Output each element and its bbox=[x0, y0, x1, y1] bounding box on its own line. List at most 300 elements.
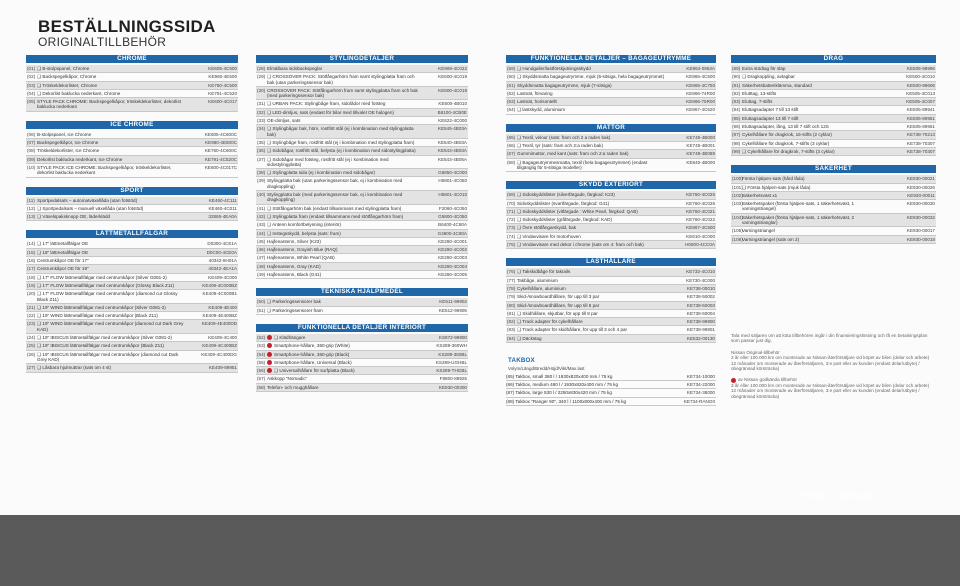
order-row[interactable] bbox=[506, 233, 716, 241]
item-code: KE280-4C004 bbox=[438, 263, 467, 269]
item-description bbox=[267, 299, 420, 304]
item-text: Cykelhållare för dragkrok, 7-stifts (3 cyklar) bbox=[742, 140, 830, 146]
item-description bbox=[517, 91, 668, 96]
order-row[interactable] bbox=[256, 87, 468, 101]
item-text: Hajfenantenn, Grayish Blue (RAQ) bbox=[267, 247, 338, 253]
item-description bbox=[267, 222, 420, 227]
item-description bbox=[517, 135, 668, 140]
order-row[interactable] bbox=[26, 320, 238, 334]
takbox-row[interactable] bbox=[506, 389, 716, 397]
order-row[interactable] bbox=[506, 82, 716, 90]
item-text: ❑ Textil, velour (sats: fram och 2 a raden bak) bbox=[517, 134, 611, 140]
order-row[interactable] bbox=[26, 131, 238, 139]
order-row[interactable] bbox=[256, 169, 468, 177]
order-row[interactable] bbox=[26, 65, 238, 73]
item-code: KE600-4C017C bbox=[204, 164, 237, 170]
item-number: (67) bbox=[507, 151, 516, 157]
order-row[interactable] bbox=[731, 115, 936, 123]
item-description bbox=[517, 327, 668, 332]
order-row[interactable] bbox=[506, 150, 716, 158]
order-row[interactable] bbox=[256, 334, 468, 342]
order-row[interactable] bbox=[26, 364, 238, 372]
order-row[interactable] bbox=[256, 221, 468, 229]
order-row[interactable] bbox=[26, 156, 238, 164]
item-code: KE409-4C000BZ bbox=[202, 282, 237, 288]
section-header: STYLINGDETALJER bbox=[256, 55, 468, 63]
item-code: KS289-360WH bbox=[436, 343, 467, 349]
item-code: KE600-4B010 bbox=[438, 101, 467, 107]
item-description bbox=[742, 193, 888, 198]
order-row[interactable] bbox=[256, 65, 468, 73]
order-row[interactable] bbox=[506, 106, 716, 114]
item-text: Säkerhetsbatteriklämma, standard bbox=[742, 82, 812, 88]
order-row[interactable] bbox=[731, 140, 936, 148]
item-text: Skid-/snowboardhållare, för upp till 6 par bbox=[517, 302, 600, 308]
item-text: ❑ 17" FLOW lättmetallfälgar med centrumkåpor (Silver G081-2) bbox=[37, 274, 167, 280]
item-code: KS872-99900 bbox=[438, 334, 467, 340]
nissan-approved-icon bbox=[267, 368, 272, 373]
close-button[interactable]: Avsluta bbox=[842, 491, 875, 502]
takbox-description: (87) Takbox, large 530 l / 2250x830x420 mm / 75 kg bbox=[506, 390, 612, 396]
order-row[interactable] bbox=[256, 351, 468, 359]
order-row[interactable] bbox=[26, 90, 238, 98]
item-number: (93) bbox=[732, 99, 741, 105]
order-row[interactable] bbox=[256, 342, 468, 350]
order-row[interactable] bbox=[26, 290, 238, 304]
order-row[interactable] bbox=[256, 125, 468, 139]
item-description bbox=[267, 74, 420, 85]
item-text: ❑ Sidoskyddslister (vitfärgade : White Pearl, färgkod: QAB) bbox=[517, 208, 638, 214]
item-text: Hajfenantenn, Silver (K23) bbox=[267, 238, 321, 244]
section-header: SÄKERHET bbox=[731, 165, 936, 173]
order-row[interactable] bbox=[26, 249, 238, 257]
item-number: (81) bbox=[507, 310, 516, 316]
item-code: KE760-4C026 bbox=[686, 200, 715, 206]
order-row[interactable] bbox=[731, 65, 936, 73]
order-row[interactable] bbox=[256, 307, 468, 315]
item-code: KE543-4B05A bbox=[437, 156, 467, 162]
item-text: Eluttagsadapter 13 till 7 stift bbox=[742, 115, 799, 121]
item-code: KE967-4C520 bbox=[686, 107, 715, 113]
item-code: KE930-00030 bbox=[906, 201, 935, 207]
order-row[interactable] bbox=[26, 82, 238, 90]
order-row[interactable] bbox=[731, 90, 936, 98]
item-description bbox=[37, 214, 190, 219]
item-text: ❑ Cykelhållare för dragkrok, 7-stifts (3 cyklar) bbox=[742, 148, 835, 154]
section-header: CHROME bbox=[26, 55, 238, 63]
item-code: KE409-4C400DG bbox=[201, 351, 237, 357]
item-number: (12) bbox=[27, 205, 36, 211]
item-description bbox=[517, 107, 668, 112]
item-text: ❑ Skyddsmatta bagageutrymme, mjuk (5-sitsiga, hela bagageutrymmet) bbox=[517, 74, 665, 80]
order-row[interactable] bbox=[731, 98, 936, 106]
order-row[interactable] bbox=[506, 159, 716, 173]
item-description bbox=[742, 149, 888, 154]
item-text: ❑ lastskydd, aluminium bbox=[517, 107, 566, 113]
item-description bbox=[742, 237, 888, 242]
item-code: KE505-89951 bbox=[906, 115, 935, 121]
section-header: TEKNISKA HJÄLPMEDEL bbox=[256, 288, 468, 296]
item-number: (46) bbox=[257, 247, 266, 253]
item-number: (72) bbox=[507, 217, 516, 223]
order-row[interactable] bbox=[256, 230, 468, 238]
order-row[interactable] bbox=[256, 147, 468, 155]
item-text: Lastnät, förvaring bbox=[517, 90, 553, 96]
order-row[interactable] bbox=[256, 156, 468, 170]
nissan-approved-icon bbox=[267, 335, 272, 340]
item-number: (23) bbox=[27, 321, 36, 327]
item-description bbox=[742, 132, 888, 137]
approved-accessory-text: av Nissan godkända tillbehör 3 år eller 100.000 km om monterade av Nissan-återförsäljare vid köpet av bilen (delar och arbete) 12 månader om monterade av återförsäljaren, 3:e part eller av kunden (endast delar/utbyte) / obegränsad körsträcka) bbox=[731, 377, 930, 399]
item-code: KE409-4C000 bbox=[208, 274, 237, 280]
item-code: H0800-4CC0A bbox=[685, 242, 715, 248]
item-code: KE730-4C000 bbox=[686, 277, 715, 283]
item-code: KE965-4C750 bbox=[686, 82, 715, 88]
order-row[interactable] bbox=[256, 238, 468, 246]
item-code: KE505-4C007 bbox=[906, 99, 935, 105]
item-code: KE964-0953A bbox=[686, 66, 715, 71]
order-row[interactable] bbox=[256, 384, 468, 392]
item-number: (01) bbox=[27, 66, 36, 71]
item-text: Smartphone-hållare, Universal (Black) bbox=[274, 359, 352, 365]
order-row[interactable] bbox=[731, 227, 936, 235]
item-text: Sidoskyddslister (svartfärgade, färgkod: G41) bbox=[517, 200, 610, 206]
item-text: ❑ Övre stötfångarskydd, bak bbox=[517, 225, 577, 231]
item-number: (68) bbox=[507, 159, 516, 165]
order-row[interactable] bbox=[506, 326, 716, 334]
item-text: ❑ CROSSOVER PACK: Stötfångarhörn fram samt stylingplatta fram och bak (utan parkeringssensor bak) bbox=[267, 74, 415, 85]
item-description bbox=[37, 258, 190, 263]
order-row[interactable] bbox=[256, 263, 468, 271]
takbox-row[interactable] bbox=[506, 381, 716, 389]
item-description bbox=[267, 264, 420, 269]
takbox-row[interactable] bbox=[506, 398, 716, 406]
order-row[interactable] bbox=[506, 90, 716, 98]
order-row[interactable] bbox=[256, 213, 468, 221]
item-text: ❑ 17" FLOW lättmetallfälgar med centrumkåpor (diamond cut Glossy Black Z11) bbox=[37, 291, 178, 302]
item-text: ❑ Hundgaller/lastförskjutningsskydd bbox=[517, 66, 591, 71]
item-number: (106) bbox=[732, 236, 743, 242]
order-row[interactable] bbox=[506, 310, 716, 318]
item-description bbox=[517, 225, 668, 230]
item-code: KE840-4B000 bbox=[686, 159, 715, 165]
item-code: KE409-4E400BZ bbox=[202, 313, 237, 319]
item-description bbox=[267, 360, 420, 365]
item-description bbox=[267, 335, 420, 340]
order-row[interactable] bbox=[256, 254, 468, 262]
item-number: (11) bbox=[27, 197, 35, 203]
item-description bbox=[37, 91, 190, 96]
item-text: ❑ 19" IBISCUS lättmetallfälgar med centrumkåpor (Silver G081-2) bbox=[37, 335, 172, 341]
order-row[interactable] bbox=[256, 298, 468, 306]
takbox-code: KE734-10000 bbox=[686, 373, 715, 379]
item-code: KE930-00017 bbox=[906, 228, 935, 234]
item-code: KE532-00130 bbox=[686, 335, 715, 341]
item-code: KE409-4C000B1 bbox=[202, 291, 237, 297]
order-row[interactable] bbox=[506, 285, 716, 293]
item-description bbox=[517, 66, 668, 71]
order-row[interactable] bbox=[26, 139, 238, 147]
item-number: (31) bbox=[257, 101, 266, 107]
order-row[interactable] bbox=[506, 335, 716, 343]
item-number: (36) bbox=[257, 148, 266, 154]
order-row[interactable] bbox=[506, 73, 716, 81]
item-description bbox=[37, 283, 190, 288]
item-code: KE409-4C400BZ bbox=[202, 343, 237, 349]
finance-note: Tala med säljaren om att köta tillbehören ingår i din finansieringslösning och få en betalningsplan som passar just dig. bbox=[731, 332, 928, 344]
order-row[interactable] bbox=[506, 241, 716, 249]
item-description bbox=[267, 255, 420, 260]
item-code: KE738-70307 bbox=[906, 148, 935, 154]
order-row[interactable] bbox=[256, 117, 468, 125]
item-text: ❑ Backspegelkåpor, Chrome bbox=[37, 74, 97, 80]
item-number: (22) bbox=[27, 313, 36, 319]
order-row[interactable] bbox=[731, 73, 936, 81]
order-row[interactable] bbox=[26, 197, 238, 205]
item-text: Askkopp "Nomadic" bbox=[267, 376, 308, 382]
order-row[interactable] bbox=[256, 191, 468, 205]
order-row[interactable] bbox=[26, 240, 238, 248]
item-description bbox=[742, 116, 888, 121]
item-number: (77) bbox=[507, 277, 516, 283]
order-row[interactable] bbox=[256, 177, 468, 191]
order-row[interactable] bbox=[506, 142, 716, 150]
item-text: ❑ Vindavvisare med dekor i chrome (sats om 4: fram och bak) bbox=[517, 242, 644, 248]
item-code: KE930-00026 bbox=[906, 184, 935, 190]
item-number: (35) bbox=[257, 139, 266, 145]
section-header: FUNKTIONELLA DETALJER INTERIÖRT bbox=[256, 324, 468, 332]
item-code: KE409-89951 bbox=[208, 365, 237, 371]
order-row[interactable] bbox=[506, 224, 716, 232]
takbox-description: (88) Takbox "Ranger 90", 340 l / 1100x800x400 mm / 75 kg bbox=[506, 398, 627, 404]
item-code: KE409-4C400 bbox=[208, 335, 237, 341]
item-code: KE760-4C500 bbox=[208, 82, 237, 88]
item-code: KE605-4C600 bbox=[208, 66, 237, 71]
item-code: KE930-00018 bbox=[906, 236, 935, 242]
item-number: (40) bbox=[257, 192, 266, 198]
item-number: (32) bbox=[257, 109, 266, 115]
print-button[interactable]: Printa bbox=[798, 491, 825, 502]
order-row[interactable] bbox=[506, 293, 716, 301]
order-row[interactable] bbox=[256, 375, 468, 383]
item-text: Eluttagsadapter, lång, 13 till 7 stift och 12S bbox=[742, 124, 829, 130]
item-number: (80) bbox=[507, 302, 516, 308]
item-code: KE930-00021 bbox=[906, 176, 935, 182]
item-description bbox=[742, 74, 888, 79]
item-number: (09) bbox=[27, 156, 36, 162]
item-number: (61) bbox=[507, 82, 516, 88]
item-text: ❑ Stötfångarhörn bak (endast tillsammans med stylingplatta fram) bbox=[267, 205, 402, 211]
order-row[interactable] bbox=[26, 351, 238, 365]
item-text: Säkerhetspaket (första hjälpen-sats, 1 säkerhetsväst, 1 varningstriangel) bbox=[742, 201, 855, 212]
item-text: Extra stödtag för släp bbox=[742, 66, 786, 71]
item-code: KE966-75R00 bbox=[686, 99, 715, 105]
item-description bbox=[517, 192, 668, 197]
order-row[interactable] bbox=[26, 147, 238, 155]
item-number: (75) bbox=[507, 242, 516, 248]
order-row[interactable] bbox=[731, 82, 936, 90]
item-text: Elmälbara sidobackspeglar bbox=[267, 66, 323, 71]
page-title: BESTÄLLNINGSSIDA bbox=[38, 17, 216, 36]
order-row[interactable] bbox=[731, 236, 936, 244]
item-code: KE600-4C018 bbox=[438, 87, 467, 93]
order-row[interactable] bbox=[506, 318, 716, 326]
item-code: KE930-00011 bbox=[907, 192, 935, 198]
item-description bbox=[517, 269, 668, 274]
item-text: ❑ 18" lättmetallfälgar OE bbox=[37, 249, 89, 255]
item-description bbox=[267, 66, 420, 71]
item-code: KE738-50003 bbox=[686, 302, 715, 308]
order-row[interactable] bbox=[506, 65, 716, 73]
item-number: (13) bbox=[27, 214, 36, 220]
order-row[interactable] bbox=[26, 205, 238, 213]
order-row[interactable] bbox=[256, 246, 468, 254]
item-description bbox=[37, 157, 190, 162]
order-row[interactable] bbox=[26, 257, 238, 265]
item-number: (29) bbox=[257, 74, 266, 80]
item-number: (55) bbox=[257, 359, 266, 365]
item-description bbox=[37, 365, 190, 370]
item-description bbox=[517, 99, 668, 104]
item-number: (70) bbox=[507, 200, 516, 206]
item-text: ❑ 17" FLOW lättmetallfälgar med centrumkåpor (Glossy Black Z11) bbox=[37, 282, 175, 288]
takbox-code: KE734-RANG0 bbox=[683, 398, 715, 404]
order-row[interactable] bbox=[506, 208, 716, 216]
order-row[interactable] bbox=[731, 131, 936, 139]
item-description bbox=[37, 305, 190, 310]
item-text: ❑ Parkeringssensorer fram bbox=[267, 307, 323, 313]
order-row[interactable] bbox=[506, 134, 716, 142]
item-number: (20) bbox=[27, 291, 36, 297]
item-text: Sportpedalsats – automatväxellåda (utan fotstöd) bbox=[37, 197, 138, 203]
item-number: (21) bbox=[27, 304, 36, 310]
order-row[interactable] bbox=[731, 123, 936, 131]
order-row[interactable] bbox=[26, 312, 238, 320]
item-code: KE967-4C500 bbox=[686, 225, 715, 231]
item-text: Dekorlist baklucka nederkant, Ice Chrome bbox=[37, 156, 123, 162]
item-code: KE738-99901 bbox=[686, 327, 715, 333]
original-accessory-note: Nissan Original-tillbehör 3 år eller 100.000 km om monterade av Nissan-återförsäljare vid köpet av bilen (delar och arbete) 12 månader om monterade av återförsäljaren, 3:e part eller av kunden (endast delar/utbyte) / obegränsad körsträcka) bbox=[731, 349, 930, 371]
item-text: Eluttagsadapter 7 till 13 stift bbox=[742, 107, 799, 113]
item-number: (92) bbox=[732, 90, 741, 96]
item-description bbox=[517, 311, 668, 316]
order-row[interactable] bbox=[731, 214, 936, 228]
item-number: (102) bbox=[732, 192, 743, 198]
item-code: KE745-4B000 bbox=[686, 134, 715, 140]
item-code: KE748-4B089 bbox=[686, 151, 715, 157]
order-row[interactable] bbox=[26, 342, 238, 350]
item-text: B-stolpspanel, Ice Chrome bbox=[37, 131, 92, 137]
item-number: (51) bbox=[257, 307, 266, 313]
order-row[interactable] bbox=[731, 148, 936, 156]
item-code: KE600-4C019 bbox=[438, 74, 467, 80]
section-header: SPORT bbox=[26, 187, 238, 195]
item-description bbox=[742, 201, 888, 212]
order-row[interactable] bbox=[506, 200, 716, 208]
order-row[interactable] bbox=[731, 200, 936, 214]
item-code: G4600-4C80A bbox=[437, 230, 467, 236]
item-code: KE965-4C500 bbox=[686, 74, 715, 80]
item-number: (42) bbox=[257, 213, 266, 219]
item-code: KE512-99905 bbox=[438, 307, 467, 313]
item-text: STYLE PACK CHROME: Backspegelkåpor, tröskeldekorlister, dekorlist baklucka nederkant bbox=[37, 99, 181, 110]
item-number: (79) bbox=[507, 294, 516, 300]
item-text: Lastnät, horisontellt bbox=[517, 99, 557, 105]
order-row[interactable] bbox=[26, 98, 238, 112]
item-text: ❑ URBAN PACK: Stylingbåge fram, sidolådor med fotsteg bbox=[267, 101, 386, 107]
item-description bbox=[37, 132, 190, 137]
order-row[interactable] bbox=[256, 73, 468, 87]
order-row[interactable] bbox=[256, 271, 468, 279]
order-row[interactable] bbox=[26, 304, 238, 312]
item-number: (16) bbox=[27, 258, 36, 264]
order-row[interactable] bbox=[731, 175, 936, 183]
order-row[interactable] bbox=[506, 302, 716, 310]
item-number: (37) bbox=[257, 156, 266, 162]
order-row[interactable] bbox=[26, 274, 238, 282]
item-number: (50) bbox=[257, 299, 266, 305]
order-row[interactable] bbox=[26, 282, 238, 290]
item-code: KE280-4C002 bbox=[438, 247, 467, 253]
item-number: (74) bbox=[507, 233, 516, 239]
item-text: Cykelhållare för dragkrok, 15-stifts (2 cyklar) bbox=[742, 132, 832, 138]
order-row[interactable] bbox=[256, 100, 468, 108]
order-row[interactable] bbox=[506, 98, 716, 106]
item-code: 32865-4EA0A bbox=[208, 214, 237, 220]
item-description bbox=[517, 151, 668, 156]
takbox-row[interactable] bbox=[506, 373, 716, 381]
item-number: (06) bbox=[27, 131, 36, 137]
item-description bbox=[37, 335, 190, 340]
item-number: (19) bbox=[27, 282, 36, 288]
item-text: ❑ Dekorlist baklucka nederkant, Chrome bbox=[37, 90, 121, 96]
order-row[interactable] bbox=[256, 359, 468, 367]
order-row[interactable] bbox=[731, 106, 936, 114]
item-code: H5801-4C050 bbox=[438, 178, 467, 184]
order-row[interactable] bbox=[26, 334, 238, 342]
order-row[interactable] bbox=[731, 192, 936, 200]
order-row[interactable] bbox=[506, 277, 716, 285]
order-row[interactable] bbox=[506, 191, 716, 199]
item-code: KE738-50002 bbox=[686, 294, 715, 300]
item-number: (43) bbox=[257, 222, 266, 228]
item-description bbox=[517, 83, 668, 88]
item-text: ❑ 17" lättmetallfälgar OE bbox=[37, 241, 89, 247]
item-description bbox=[517, 74, 668, 79]
item-number: (14) bbox=[27, 241, 36, 247]
order-row[interactable] bbox=[506, 268, 716, 276]
item-number: (73) bbox=[507, 225, 516, 231]
item-code: KS289-THGBL bbox=[436, 368, 467, 374]
order-row[interactable] bbox=[26, 265, 238, 273]
order-row[interactable] bbox=[256, 139, 468, 147]
order-row[interactable] bbox=[256, 367, 468, 375]
item-code: G6850-4C000 bbox=[438, 170, 467, 176]
order-row[interactable] bbox=[256, 109, 468, 117]
item-description bbox=[267, 101, 420, 106]
item-number: (90) bbox=[732, 74, 741, 80]
item-code: F8800-89925 bbox=[439, 376, 467, 382]
order-row[interactable] bbox=[26, 164, 238, 178]
order-row[interactable] bbox=[26, 213, 238, 221]
item-description bbox=[267, 110, 420, 115]
item-text: STYLE PACK ICE CHROME: Backspegelkåpor, tröskeldekorlister, dekorlist baklucka nederkant bbox=[37, 164, 172, 176]
order-row[interactable] bbox=[506, 216, 716, 224]
takbox-description: (85) Takbox, small 380 l / 1930x820x400 mm / 75 kg bbox=[506, 373, 613, 379]
order-row[interactable] bbox=[731, 184, 936, 192]
order-row[interactable] bbox=[256, 205, 468, 213]
order-row[interactable] bbox=[26, 73, 238, 81]
